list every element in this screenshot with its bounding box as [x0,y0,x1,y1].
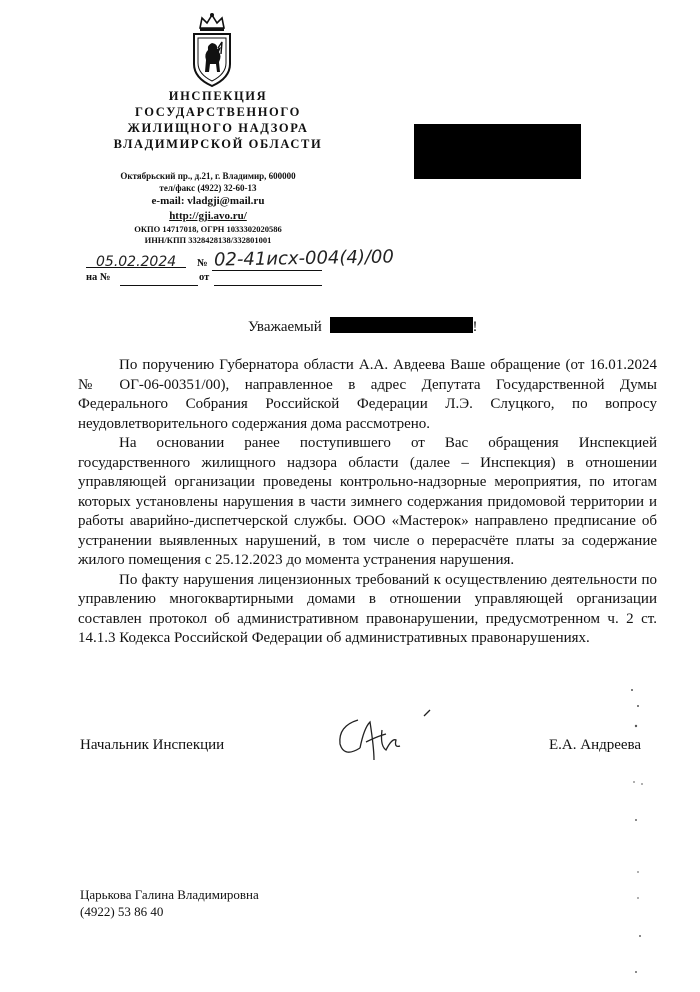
signatory-name: Е.А. Андреева [549,737,642,753]
greeting [248,317,478,336]
letter-body [78,356,657,649]
okpo-ogrn: ОКПО 14717018, ОГРН 1033302020586 [134,224,282,234]
address: Октябрьский пр., д.21, г. Владимир, 600000 [120,171,296,181]
paragraph: На основании ранее поступившего от Вас обращения Инспекцией государственного жилищного надзора области (далее – Инспекция) в отношении управляющей организации проведены контрольно-надзорные мероприятия, по итогам которых установлены нарушения в части зимнего содержания придомовой территории и работы аварийно-диспетчерской службы. ООО «Мастерок» направлено предписание об устранении выявленных нарушений, в том числе о перерасчёте платы за содержание жилого помещения с 25.12.2023 до момента устранения нарушения. [78,435,657,568]
email: e-mail: vladgji@mail.ru [151,195,265,207]
org-name-line: ГОСУДАРСТВЕННОГО [135,105,301,119]
website-link[interactable]: http://gji.avo.ru/ [169,210,247,222]
registration-date: 05.02.2024 [96,254,177,270]
org-name-line: ИНСПЕКЦИЯ [168,89,268,103]
redacted-addressee [414,124,581,179]
signatory-position: Начальник Инспекции [80,737,225,753]
inn-kpp: ИНН/КПП 3328428138/332801001 [144,235,272,245]
paragraph: По факту нарушения лицензионных требований к осуществлению деятельности по управлению многоквартирными домами в отношении управляющей организации составлен протокол об административном правонарушении, предусмотренном ч. 2 ст. 14.1.3 Кодекса Российской Федерации об административных правонарушениях. [78,571,657,646]
coat-of-arms-emblem [188,12,236,90]
executor-phone: (4922) 53 86 40 [80,904,164,919]
reply-to-number-label: на № [86,272,111,283]
reply-date-underline [214,285,322,286]
redacted-name [330,317,473,333]
executor-name: Царькова Галина Владимировна [80,887,259,902]
phone: тел/факс (4922) 32-60-13 [159,183,257,193]
number-underline [212,270,322,271]
date-field [86,254,196,268]
greeting-prefix: Уважаемый [248,319,322,335]
number-sign: № [197,258,208,269]
address-block [100,170,316,246]
paragraph: По поручению Губернатора области А.А. Авдеева Ваше обращение (от 16.01.2024 № ОГ-06-00351/00), направленное в адрес Депутата Государственной Думы Федерального Собрания Российской Федерации Л.Э. Слуцкого, по вопросу неудовлетворительного содержания дома рассмотрено. [78,357,657,432]
reply-number-underline [120,285,198,286]
greeting-suffix: ! [472,319,478,335]
organization-name [70,88,366,152]
org-name-line: ЖИЛИЩНОГО НАДЗОРА [127,121,309,135]
scan-artifacts [620,640,650,980]
executor-block [80,886,259,920]
org-name-line: ВЛАДИМИРСКОЙ ОБЛАСТИ [113,137,323,151]
reply-date-label: от [199,272,210,283]
registration-number: 02-41исх-004(4)/00 [213,246,395,271]
handwritten-signature [330,708,440,768]
